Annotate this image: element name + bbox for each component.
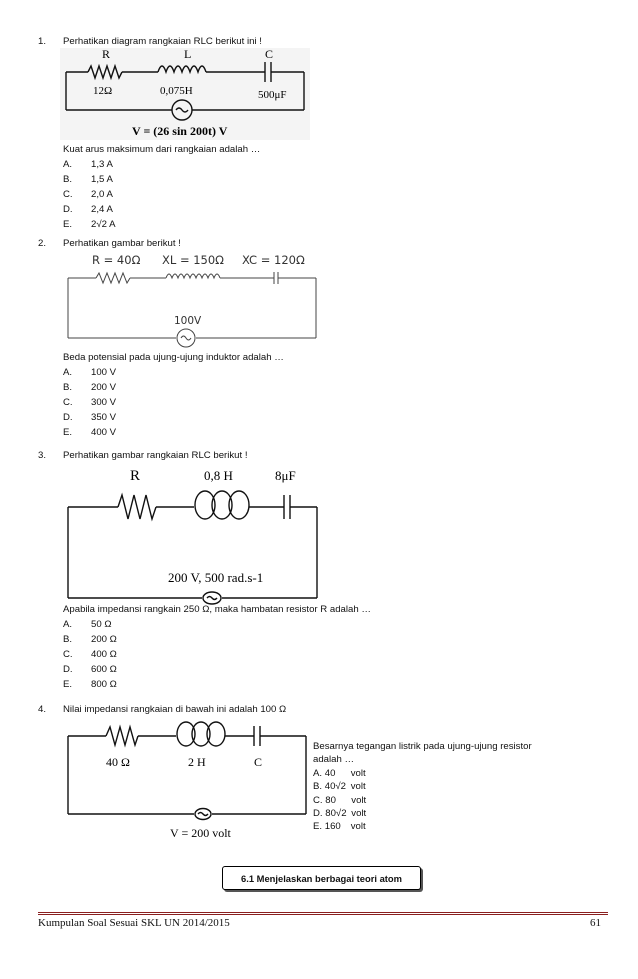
q3-source-label: 200 V, 500 rad.s-1 [168, 570, 264, 585]
q1-source-label: V = (26 sin 200t) V [132, 124, 228, 138]
q3-option-e[interactable]: E. 800 Ω [63, 679, 117, 690]
q2-option-c[interactable]: C. 300 V [63, 397, 117, 408]
q1-option-c[interactable]: C. 2,0 A [63, 189, 113, 200]
q3-option-a[interactable]: A. 50 Ω [63, 619, 112, 630]
q4-r-value: 40 Ω [106, 755, 130, 769]
q1-number: 1. [38, 36, 47, 47]
q1-option-d[interactable]: D. 2,4 A [63, 204, 113, 215]
q3-circuit-diagram [62, 462, 324, 606]
q4-option-c[interactable]: C. 80 volt [313, 794, 367, 806]
q4-circuit-diagram [62, 720, 312, 844]
q1-prompt: Perhatikan diagram rangkaian RLC berikut ini ! [63, 36, 262, 47]
q2-source-label: 100V [174, 315, 202, 327]
q1-l-value: 0,075H [160, 85, 193, 97]
q1-options [63, 157, 115, 232]
q1-r-label: R [102, 48, 111, 61]
q3-option-c[interactable]: C. 400 Ω [63, 649, 117, 660]
q1-circuit-diagram [60, 48, 310, 140]
q1-c-label: C [265, 48, 274, 61]
q4-question-block [313, 740, 583, 834]
q2-options [63, 365, 116, 440]
q4-number: 4. [38, 704, 47, 715]
q2-number: 2. [38, 238, 47, 249]
q4-question-line1: Besarnya tegangan listrik pada ujung-ujung resistor [313, 741, 532, 752]
q1-option-b[interactable]: B. 1,5 A [63, 174, 113, 185]
q2-l-label: XL = 150Ω [162, 253, 224, 267]
q2-option-a[interactable]: A. 100 V [63, 367, 117, 378]
q3-options [63, 617, 117, 692]
q2-circuit-diagram [62, 250, 322, 350]
q4-option-a[interactable]: A. 40 volt [313, 767, 366, 779]
q4-c-label: C [254, 755, 263, 769]
q3-question: Apabila impedansi rangkain 250 Ω, maka hambatan resistor R adalah … [63, 604, 371, 615]
q1-question: Kuat arus maksimum dari rangkaian adalah … [63, 144, 261, 155]
q1-option-e[interactable]: E. 2√2 A [63, 219, 116, 230]
q4-option-d[interactable]: D. 80√2 volt [313, 808, 367, 820]
q4-option-b[interactable]: B. 40√2 volt [313, 781, 366, 793]
q2-option-e[interactable]: E. 400 V [63, 427, 117, 438]
q1-r-value: 12Ω [93, 85, 113, 97]
q4-l-value: 2 H [188, 755, 206, 769]
q2-option-b[interactable]: B. 200 V [63, 382, 117, 393]
q4-option-e[interactable]: E. 160 volt [313, 821, 366, 833]
footer-title: Kumpulan Soal Sesuai SKL UN 2014/2015 [38, 917, 230, 929]
q2-prompt: Perhatikan gambar berikut ! [63, 238, 181, 249]
q3-prompt: Perhatikan gambar rangkaian RLC berikut ! [63, 450, 248, 461]
q3-c-label: 8μF [275, 468, 296, 483]
section-heading-box: 6.1 Menjelaskan berbagai teori atom [222, 866, 421, 890]
q4-prompt: Nilai impedansi rangkaian di bawah ini adalah 100 Ω [63, 704, 287, 715]
q4-question-line2: adalah … [313, 754, 355, 766]
q2-c-label: XC = 120Ω [242, 253, 305, 267]
page-number: 61 [590, 917, 601, 929]
q3-option-b[interactable]: B. 200 Ω [63, 634, 117, 645]
q3-option-d[interactable]: D. 600 Ω [63, 664, 117, 675]
q1-option-a[interactable]: A. 1,3 A [63, 159, 113, 170]
q4-source-label: V = 200 volt [170, 826, 231, 840]
q2-r-label: R = 40Ω [92, 253, 141, 267]
q2-question: Beda potensial pada ujung-ujung induktor adalah … [63, 352, 284, 363]
q1-c-value: 500μF [258, 89, 287, 101]
footer-divider [38, 912, 608, 915]
q3-l-label: 0,8 H [204, 468, 233, 483]
q3-number: 3. [38, 450, 47, 461]
q2-option-d[interactable]: D. 350 V [63, 412, 117, 423]
q1-l-label: L [184, 48, 192, 61]
q3-r-label: R [130, 468, 141, 484]
